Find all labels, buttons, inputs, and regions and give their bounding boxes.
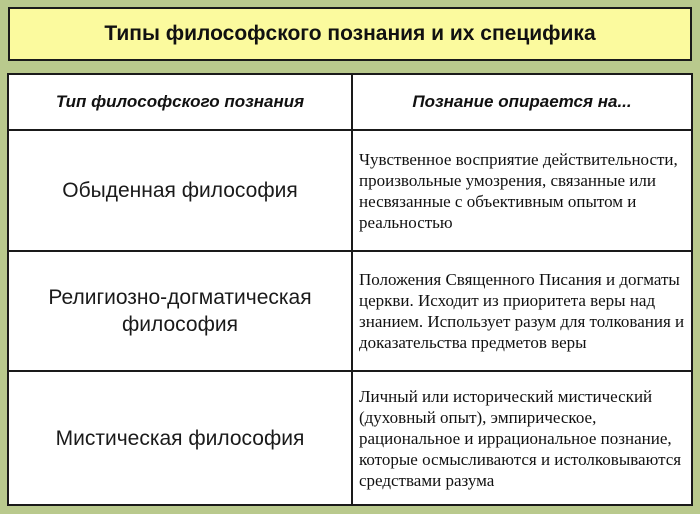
table	[9, 75, 691, 504]
table-row	[9, 371, 691, 504]
row-type-everyday: Обыденная философия	[9, 130, 352, 251]
title-banner	[8, 7, 692, 61]
row-type-mystical: Мистическая философия	[9, 371, 352, 504]
table-row	[9, 251, 691, 371]
row-basis-religious: Положения Священного Писания и догматы церкви. Исходит из приоритета веры над знанием. Использует разум для толкования и доказательства предметов веры	[352, 251, 691, 371]
header-basis: Познание опирается на...	[352, 75, 691, 130]
header-type: Тип философского познания	[9, 75, 352, 130]
table-header-row	[9, 75, 691, 130]
page-title: Типы философского познания и их специфика	[104, 22, 596, 45]
row-basis-everyday: Чувственное восприятие действительности, произвольные умозрения, связанные или несвязанные с объективным опытом и реальностью	[352, 130, 691, 251]
philosophy-types-table	[7, 73, 693, 506]
table-row	[9, 130, 691, 251]
row-type-religious: Религиозно-догматическая философия	[9, 251, 352, 371]
row-basis-mystical: Личный или исторический мистический (духовный опыт), эмпирическое, рациональное и иррациональное познание, которые осмысливаются и истолковываются средствами разума	[352, 371, 691, 504]
